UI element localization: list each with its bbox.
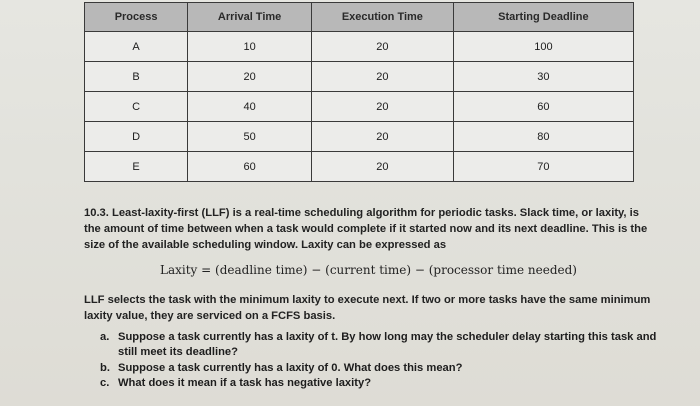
question-list [100,330,660,391]
header-execution-time: Execution Time [311,3,453,32]
cell-process: A [85,32,188,62]
cell-arrival-time: 50 [188,122,312,152]
question-text: Suppose a task currently has a laxity of 0. What does this mean? [118,362,463,374]
list-item [100,330,660,360]
cell-arrival-time: 60 [188,152,312,182]
cell-execution-time: 20 [311,92,453,122]
cell-execution-time: 20 [311,62,453,92]
table-row [85,122,634,152]
cell-starting-deadline: 60 [453,92,633,122]
cell-execution-time: 20 [311,122,453,152]
laxity-formula: Laxity = (deadline time) − (current time) − (processor time needed) [160,263,577,277]
question-text: Suppose a task currently has a laxity of t. By how long may the scheduler delay starting this task and still meet its deadline? [118,331,657,358]
question-marker: a. [100,331,110,343]
schedule-table [84,2,634,182]
cell-execution-time: 20 [311,32,453,62]
cell-starting-deadline: 100 [453,32,633,62]
cell-process: E [85,152,188,182]
table-row [85,92,634,122]
cell-process: D [85,122,188,152]
question-text: What does it mean if a task has negative laxity? [118,377,372,389]
cell-execution-time: 20 [311,152,453,182]
header-starting-deadline: Starting Deadline [453,3,633,32]
list-item [100,376,660,391]
cell-starting-deadline: 70 [453,152,633,182]
cell-arrival-time: 20 [188,62,312,92]
question-marker: b. [100,362,110,374]
table-header-row [85,3,634,32]
llf-selection-paragraph: LLF selects the task with the minimum laxity to execute next. If two or more tasks have the same minimum laxity value, they are serviced on a FCFS basis. [84,294,651,322]
cell-arrival-time: 40 [188,92,312,122]
header-arrival-time: Arrival Time [188,3,312,32]
list-item [100,361,660,376]
table-row [85,62,634,92]
table-row [85,152,634,182]
table-row [85,32,634,62]
cell-process: C [85,92,188,122]
cell-arrival-time: 10 [188,32,312,62]
header-process: Process [85,3,188,32]
question-marker: c. [100,377,110,389]
cell-process: B [85,62,188,92]
cell-starting-deadline: 80 [453,122,633,152]
llf-definition-paragraph: 10.3. Least-laxity-first (LLF) is a real-time scheduling algorithm for periodic tasks. Slack time, or laxity, is the amount of time between when a task would complete if it started now and its next deadline. This is the size of the available scheduling window. Laxity can be expressed as [84,207,648,251]
cell-starting-deadline: 30 [453,62,633,92]
